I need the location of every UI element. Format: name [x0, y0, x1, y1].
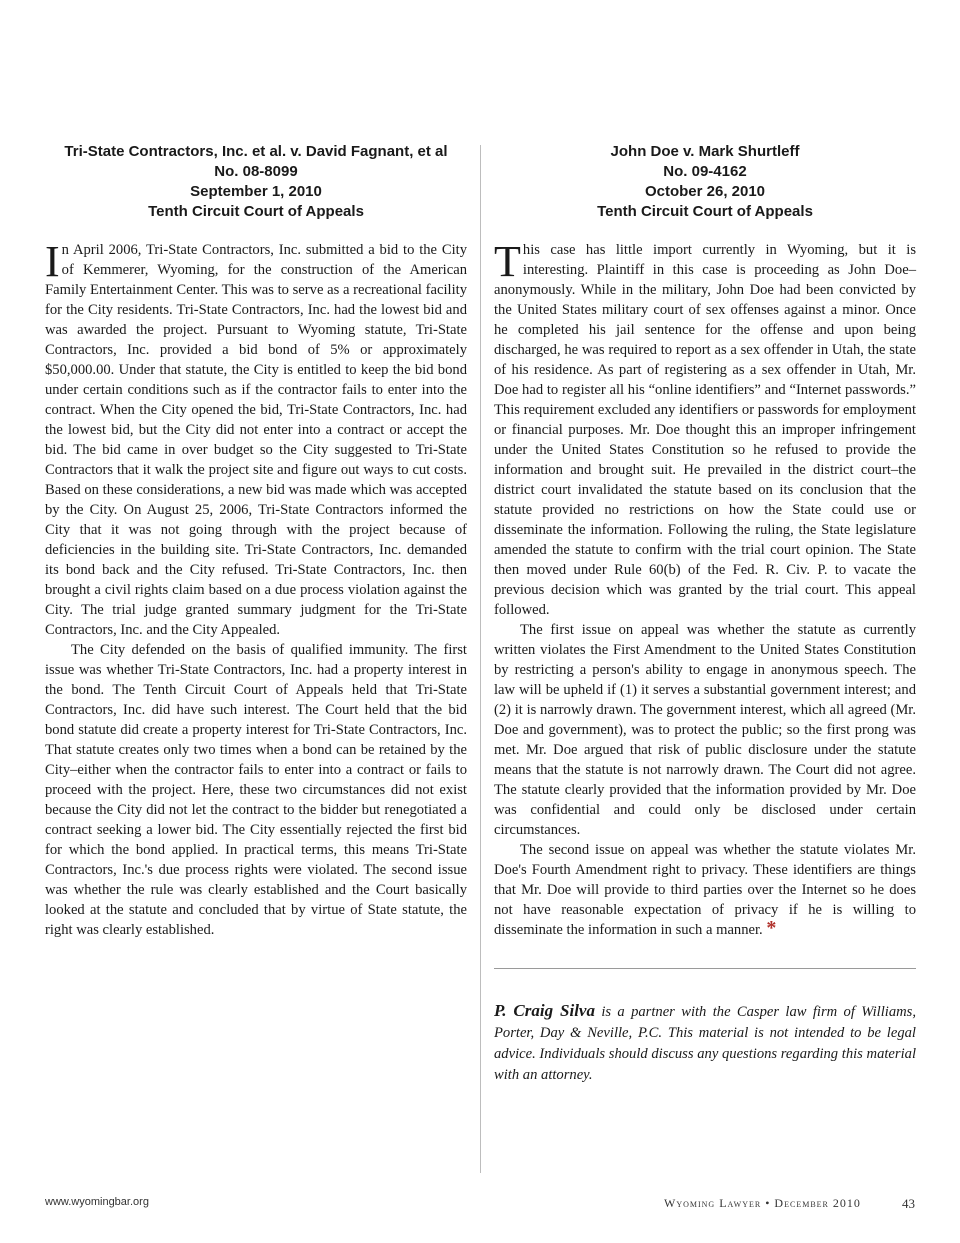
right-case-caption: John Doe v. Mark Shurtleff — [610, 143, 800, 160]
right-paragraph-3 — [494, 840, 916, 940]
author-name: P. Craig Silva — [494, 1001, 595, 1020]
author-bio-text: is a partner with the Casper law firm of Williams, Porter, Day & Neville, P.C. This material is not intended to be legal advice. Individuals should discuss any questions regarding this material with an attorney. — [494, 1004, 916, 1083]
footer-page-number: 43 — [902, 1196, 915, 1211]
left-case-court: Tenth Circuit Court of Appeals — [148, 203, 364, 220]
right-article-body — [494, 237, 916, 940]
right-case-court: Tenth Circuit Court of Appeals — [597, 203, 813, 220]
right-paragraph-1 — [494, 237, 916, 620]
left-paragraph-1 — [45, 237, 467, 640]
right-paragraph-1-text: his case has little import currently in Wyoming, but it is interesting. Plaintiff in this case is proceeding as John Doe–anonymously. While in the military, John Doe had been convicted by the United States military court of sex offenses against a minor. Once he completed his jail sentence for the offense and upon being discharged, he was required to report as a sex offender in Utah, the state of his residence. As part of registering as a sex offender in Utah, Mr. Doe had to register all his “online identifiers” and “Internet passwords.” This requirement excluded any identifiers or passwords for employment or financial purposes. Mr. Doe thought this an improper infringement under the United States Constitution so he refused to provide the information and brought suit. He prevailed in the district court–the district court invalidated the statute based on its conclusion that the statute provided no restrictions on how the State could use or disseminate the information. Following the ruling, the State legislature amended the statute to confirm with the trial court opinion. The State then moved under Rule 60(b) of the Fed. R. Civ. P. to vacate the previous decision which was granted by the trial court. This appeal followed. — [494, 242, 916, 618]
bio-separator-rule — [494, 968, 916, 969]
left-paragraph-1-text: n April 2006, Tri-State Contractors, Inc. submitted a bid to the City of Kemmerer, Wyoming, for the construction of the American Family Entertainment Center. This was to serve as a recreational facility for the City residents. Tri-State Contractors, Inc. had the lowest bid and was awarded the project. Pursuant to Wyoming statute, Tri-State Contractors, Inc. provided a bid bond of 5% or approximately $50,000.00. Under that statute, the City is entitled to keep the bid bond under certain conditions such as if the contractor fails to enter into the contract. When the City opened the bid, Tri-State Contractors, Inc. had the lowest bid, but the City did not enter into a contract or accept the bid. The bid came in over budget so the City suggested to Tri-State Contractors that it walk the project site and figure out ways to cut costs. Based on these considerations, a new bid was made which was accepted by the City. On August 25, 2006, Tri-State Contractors informed the City that it was not going through with the project because of deficiencies in the building site. Tri-State Contractors, Inc. demanded its bond back and the City refused. Tri-State Contractors, Inc. then brought a civil rights claim based on a due process violation against the City. The trial judge granted summary judgment for the Tri-State Contractors, Inc. and the City Appealed. — [45, 242, 467, 638]
right-paragraph-3-text: The second issue on appeal was whether the statute violates Mr. Doe's Fourth Amendment right to privacy. These identifiers are things that Mr. Doe will provide to third parties over the Internet so he does not have reasonable expectation of privacy if he is willing to disseminate the information in such a manner. — [494, 842, 916, 938]
right-article — [494, 142, 916, 940]
column-divider — [480, 145, 481, 1173]
end-mark-asterisk-icon: * — [766, 917, 777, 939]
right-case-heading — [494, 142, 916, 222]
right-case-date: October 26, 2010 — [644, 183, 766, 200]
right-paragraph-2: The first issue on appeal was whether the statute as currently written violates the First Amendment to the United States Constitution by restricting a person's ability to engage in anonymous speech. The law will be upheld if (1) it serves a substantial government interest; and (2) it is narrowly drawn. The government interest, which all agreed (Mr. Doe and government), was to protect the public; so the first prong was met. Mr. Doe argued that risk of public disclosure under the statute means that the statute is not narrowly drawn. The Court did not agree. The statute clearly provided that the information provided by Mr. Doe was confidential and could only be disclosed under certain circumstances. — [494, 622, 916, 838]
right-dropcap: T — [494, 237, 521, 286]
author-bio — [494, 1000, 916, 1086]
left-article — [45, 142, 467, 940]
left-case-heading — [45, 142, 467, 222]
right-case-number: No. 09-4162 — [663, 163, 747, 180]
left-dropcap: I — [45, 237, 60, 286]
footer-website: www.wyomingbar.org — [45, 1196, 149, 1208]
left-case-caption: Tri-State Contractors, Inc. et al. v. David Fagnant, et al — [64, 143, 448, 160]
left-article-body — [45, 237, 467, 940]
footer-magazine-issue: Wyoming Lawyer • December 2010 — [664, 1196, 861, 1210]
left-case-date: September 1, 2010 — [190, 183, 322, 200]
left-case-number: No. 08-8099 — [214, 163, 298, 180]
left-paragraph-2: The City defended on the basis of qualified immunity. The first issue was whether Tri-State Contractors, Inc. had a property interest in the bond. The Tenth Circuit Court of Appeals held that Tri-State Contractors, Inc. did have such interest. The Court held that the bid bond statute did create a property interest for Tri-State Contractors, Inc. That statute creates only two times when a bond can be retained by the City–either when the contractor fails to enter into a contract or fails to proceed with the project. Here, these two circumstances did not exist because the City did not let the contract to the bidder but renegotiated a contract seeking a lower bid. The City essentially rejected the first bid for which the bond applied. In practical terms, this means Tri-State Contractors, Inc.'s due process rights were violated. The second issue was whether the rule was clearly established and the Court basically looked at the statute and concluded that by virtue of State statute, the right was clearly established. — [45, 642, 467, 938]
